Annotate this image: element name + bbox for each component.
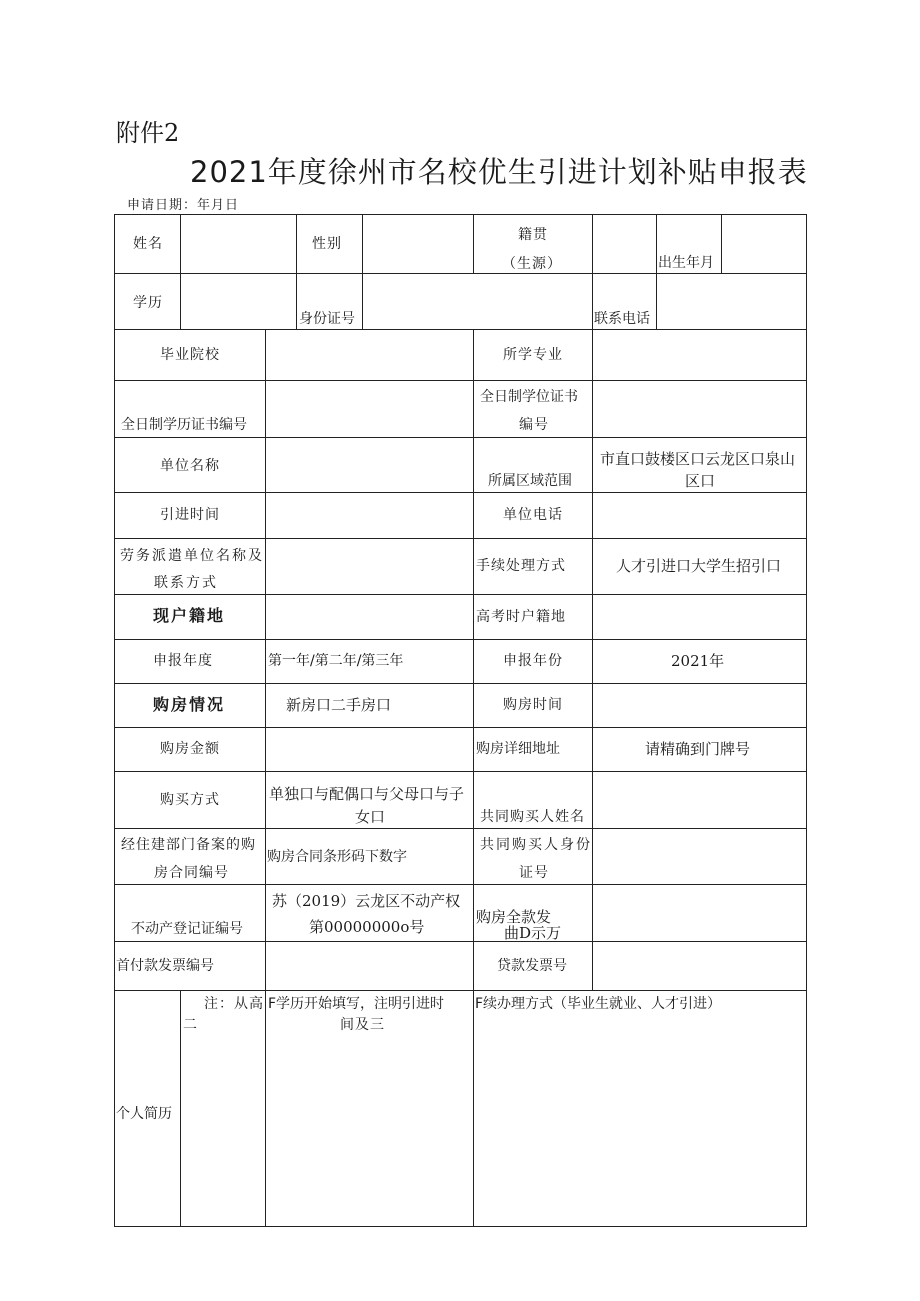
property-cert-label: 不动产登记证编号 [131, 921, 243, 937]
birth-label: 出生年月 [658, 255, 714, 271]
contract-no-label: 经住建部门备案的购 [121, 837, 256, 853]
exam-hukou-field[interactable] [593, 595, 806, 639]
purchase-method-options[interactable]: 单独口与配偶口与父母口与子 [269, 785, 465, 803]
procedure-label: 手续处理方式 [476, 558, 566, 574]
resume-field[interactable] [181, 1036, 806, 1226]
region-options[interactable]: 市直口鼓楼区口云龙区口泉山 [600, 450, 796, 468]
region-options-2[interactable]: 区口 [685, 472, 716, 490]
full-payment-field[interactable] [593, 885, 806, 941]
co-buyer-id-label: 共同购买人身份 [480, 837, 592, 853]
co-buyer-name-label: 共同购买人姓名 [480, 809, 585, 825]
procedure-options[interactable]: 人才引进口大学生招引口 [616, 557, 782, 575]
major-label: 所学专业 [503, 347, 563, 363]
birth-field[interactable] [722, 215, 806, 273]
gender-field[interactable] [363, 215, 473, 273]
apply-date: 申请日期：年月日 [127, 198, 240, 213]
intro-time-label: 引进时间 [160, 507, 220, 523]
down-payment-invoice-field[interactable] [266, 942, 473, 990]
phone-label: 联系电话 [594, 311, 650, 327]
edu-cert-no-field[interactable] [266, 381, 473, 437]
loan-invoice-label: 贷款发票号 [497, 958, 567, 974]
apply-year-value[interactable]: 2021年 [671, 652, 725, 670]
degree-cert-no-label: 全日制学位证书 [480, 389, 578, 405]
housing-options[interactable]: 新房口二手房口 [286, 696, 392, 714]
purchase-time-field[interactable] [593, 684, 806, 727]
purchase-time-label: 购房时间 [503, 697, 563, 713]
contract-barcode-label: 购房合同条形码下数字 [267, 849, 407, 865]
loan-invoice-field[interactable] [593, 942, 806, 990]
edu-cert-no-label: 全日制学历证书编号 [121, 417, 247, 433]
intro-time-field[interactable] [266, 493, 473, 538]
purchase-amount-field[interactable] [266, 728, 473, 771]
attachment-label: 附件2 [116, 119, 180, 147]
native-place-sub-label: （生源） [502, 256, 562, 272]
co-buyer-id-label-2: 证号 [519, 865, 549, 881]
id-number-field[interactable] [363, 274, 592, 329]
employer-field[interactable] [266, 438, 473, 492]
region-label: 所属区域范围 [488, 473, 572, 489]
education-label: 学历 [133, 295, 163, 311]
resume-note-part-a-2: 二 [183, 1017, 198, 1033]
apply-year-label: 申报年度 [153, 653, 213, 669]
phone-field[interactable] [657, 274, 806, 329]
purchase-method-options-2[interactable]: 女口 [355, 808, 386, 826]
apply-year-options[interactable]: 第一年/第二年/第三年 [268, 653, 404, 669]
purchase-method-label: 购买方式 [160, 792, 220, 808]
employer-label: 单位名称 [160, 458, 220, 474]
school-label: 毕业院校 [160, 347, 220, 363]
dispatch-label: 劳务派遣单位名称及 [120, 548, 264, 564]
current-hukou-label: 现户籍地 [153, 606, 226, 625]
major-field[interactable] [593, 330, 806, 380]
name-field[interactable] [181, 215, 296, 273]
degree-cert-no-field[interactable] [593, 381, 806, 437]
dispatch-label-2: 联系方式 [154, 575, 218, 591]
contract-no-label-2: 房合同编号 [154, 865, 229, 881]
property-cert-value-2[interactable]: 第00000000o号 [309, 918, 425, 936]
purchase-address-hint[interactable]: 请精确到门牌号 [645, 740, 751, 758]
current-hukou-field[interactable] [266, 595, 473, 639]
resume-note-part-a: 注：从高 [204, 996, 264, 1012]
employer-phone-field[interactable] [593, 493, 806, 538]
gender-label: 性别 [312, 236, 342, 252]
employer-phone-label: 单位电话 [503, 507, 563, 523]
resume-note-part-b-2: 间及三 [340, 1017, 385, 1033]
degree-cert-no-label-2: 编号 [519, 417, 549, 433]
education-field[interactable] [181, 274, 296, 329]
resume-note-part-b: F学历开始填写，注明引进时 [268, 996, 445, 1012]
dispatch-field[interactable] [266, 539, 473, 594]
resume-label: 个人简历 [116, 1106, 172, 1122]
purchase-address-label: 购房详细地址 [476, 741, 560, 757]
purchase-amount-label: 购房金额 [160, 741, 220, 757]
property-cert-value[interactable]: 苏（2019）云龙区不动产权 [272, 892, 461, 910]
co-buyer-id-field[interactable] [593, 829, 806, 884]
native-place-field[interactable] [593, 215, 656, 273]
resume-note-part-c: F续办理方式（毕业生就业、人才引进） [475, 996, 722, 1012]
school-field[interactable] [266, 330, 473, 380]
exam-hukou-label: 高考时户籍地 [476, 609, 566, 625]
native-place-label: 籍贯 [518, 227, 548, 243]
full-payment-label: 购房全款发 [476, 908, 552, 926]
apply-year-value-label: 申报年份 [503, 653, 563, 669]
co-buyer-name-field[interactable] [593, 772, 806, 828]
name-label: 姓名 [133, 236, 163, 252]
housing-label: 购房情况 [153, 695, 226, 714]
id-number-label: 身份证号 [299, 311, 355, 327]
down-payment-invoice-label: 首付款发票编号 [116, 958, 214, 974]
form-title: 2021年度徐州市名校优生引进计划补贴申报表 [190, 155, 808, 189]
full-payment-label-2: 曲D示万 [504, 924, 562, 942]
